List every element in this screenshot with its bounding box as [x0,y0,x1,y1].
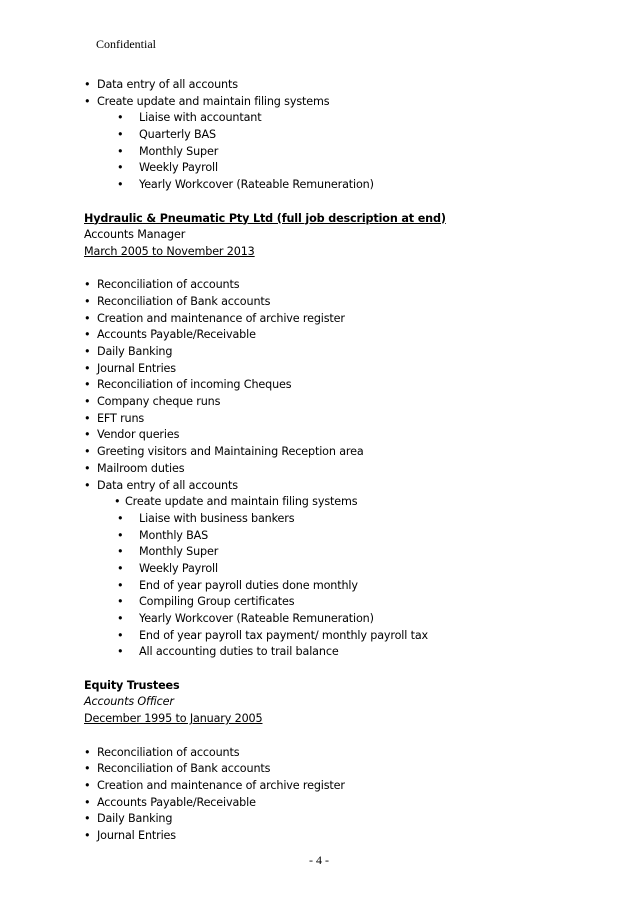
list-item: • Journal Entries [84,828,176,842]
sub-list-item: • Weekly Payroll [117,161,218,175]
top-list [84,77,564,194]
list-item: • Greeting visitors and Maintaining Reception area [84,445,364,459]
sub-list-item: • End of year payroll duties done monthly [117,578,358,592]
sub-heading-item: • Create update and maintain filing systems [114,495,358,509]
list-item: • Data entry of all accounts [84,78,238,91]
sub-list-item: • Yearly Workcover (Rateable Remuneration) [117,178,374,192]
job-title: Accounts Manager [84,228,186,242]
sub-list-item: • Liaise with accountant [117,111,262,125]
list-item: • Reconciliation of accounts [84,278,240,292]
sub-list-item: • Compiling Group certificates [117,595,295,609]
job-hydraulic [84,211,564,662]
list-item: • Create update and maintain filing systems [84,94,330,108]
list-item: • Reconciliation of Bank accounts [84,294,271,308]
page-number: - 4 - [309,853,329,867]
sub-list-item: • Monthly Super [117,545,219,559]
list-item: • Reconciliation of Bank accounts [84,762,271,776]
job-period: December 1995 to January 2005 [84,712,263,726]
page-header: Confidential [96,37,156,51]
list-item: • Journal Entries [84,361,176,375]
sub-list-item: • All accounting duties to trail balance [117,645,339,659]
list-item: • Vendor queries [84,428,180,442]
sub-list-item: • Monthly BAS [117,528,209,542]
list-item: • Company cheque runs [84,395,221,409]
list-item: • EFT runs [84,411,145,425]
sub-list-item: • Yearly Workcover (Rateable Remuneration) [117,612,374,625]
company-name: Equity Trustees [84,678,180,692]
sub-list-item: • Quarterly BAS [117,128,216,142]
company-name: Hydraulic & Pneumatic Pty Ltd (full job description at end) [84,211,446,225]
list-item: • Data entry of all accounts [84,478,238,492]
list-item: • Creation and maintenance of archive register [84,311,345,325]
sub-list-item: • End of year payroll tax payment/ monthly payroll tax [117,628,429,642]
list-item: • Accounts Payable/Receivable [84,328,256,342]
list-item: • Daily Banking [84,812,173,826]
job-equity [84,678,564,845]
sub-list-item: • Monthly Super [117,144,219,158]
document-body [84,77,564,845]
list-item: • Mailroom duties [84,461,185,475]
list-item: • Reconciliation of incoming Cheques [84,378,292,392]
list-item: • Accounts Payable/Receivable [84,795,256,809]
job-period: March 2005 to November 2013 [84,244,255,258]
sub-list-item: • Liaise with business bankers [117,511,295,525]
list-item: • Daily Banking [84,345,173,358]
list-item: • Reconciliation of accounts [84,745,240,759]
list-item: • Creation and maintenance of archive register [84,778,345,792]
sub-list-item: • Weekly Payroll [117,561,218,575]
job-title: Accounts Officer [84,695,174,709]
